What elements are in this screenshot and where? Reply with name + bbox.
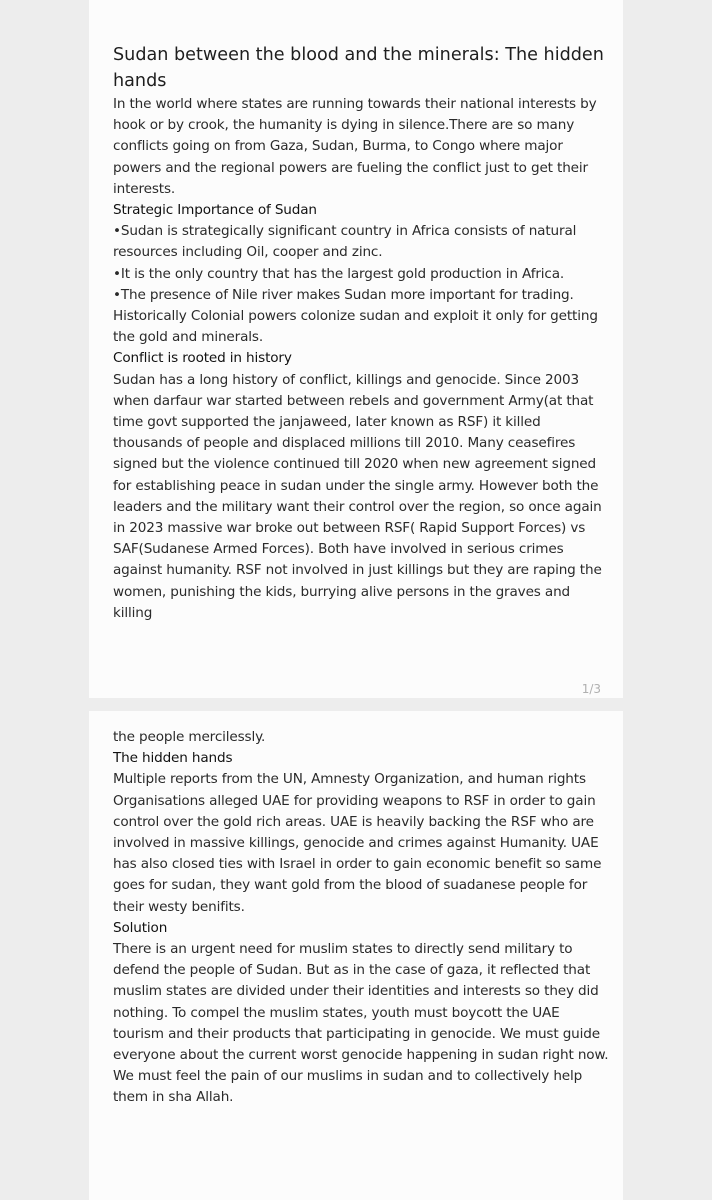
colonial-paragraph: Historically Colonial powers colonize sudan and exploit it only for getting the gold and minerals. <box>113 308 598 346</box>
document-page-2 <box>89 711 623 1200</box>
solution-heading: Solution <box>113 919 168 936</box>
strategic-heading: Strategic Importance of Sudan <box>113 202 317 219</box>
bullet-nile: •The presence of Nile river makes Sudan more important for trading. <box>113 286 574 303</box>
hidden-hands-paragraph: Multiple reports from the UN, Amnesty Organization, and human rights Organisations alleged UAE for providing weapons to RSF in order to gain control over the gold rich areas. UAE is heavily backing the RSF who are involved in massive killings, genocide and crimes against Humanity. UAE has also closed ties with Israel in order to gain economic benefit so same goes for sudan, they want gold from the blood of suadanese people for their westy benifits. <box>113 771 602 915</box>
intro-paragraph: In the world where states are running towards their national interests by hook or by crook, the humanity is dying in silence.There are so many conflicts going on from Gaza, Sudan, Burma, to Congo where major powers and the regional powers are fueling the conflict just to get their interests. <box>113 96 597 197</box>
article-title: Sudan between the blood and the minerals: The hidden hands <box>113 45 604 91</box>
document-page-1 <box>89 0 623 698</box>
solution-paragraph: There is an urgent need for muslim states to directly send military to defend the people of Sudan. But as in the case of gaza, it reflected that muslim states are divided under their identities and interests so they did nothing. To compel the muslim states, youth must boycott the UAE tourism and their products that participating in genocide. We must guide everyone about the current worst genocide happening in sudan right now. We must feel the pain of our muslims in sudan and to collectively help them in sha Allah. <box>113 941 609 1106</box>
hidden-hands-heading: The hidden hands <box>113 750 233 767</box>
continued-paragraph: the people mercilessly. <box>113 729 266 745</box>
conflict-paragraph: Sudan has a long history of conflict, killings and genocide. Since 2003 when darfaur war started between rebels and government Army(at that time govt supported the janjaweed, later known as RSF) it killed thousands of people and displaced millions till 2010. Many ceasefires signed but the violence continued till 2020 when new agreement signed for establishing peace in sudan under the single army. However both the leaders and the military want their control over the region, so once again in 2023 massive war broke out between RSF( Rapid Support Forces) vs SAF(Sudanese Armed Forces). Both have involved in serious crimes against humanity. RSF not involved in just killings but they are raping the women, punishing the kids, burrying alive persons in the graves and killing <box>113 371 602 621</box>
conflict-heading: Conflict is rooted in history <box>113 350 292 367</box>
bullet-gold: •It is the only country that has the largest gold production in Africa. <box>113 265 565 282</box>
page-number: 1/3 <box>581 682 601 696</box>
bullet-resources: •Sudan is strategically significant country in Africa consists of natural resources including Oil, cooper and zinc. <box>113 223 577 261</box>
